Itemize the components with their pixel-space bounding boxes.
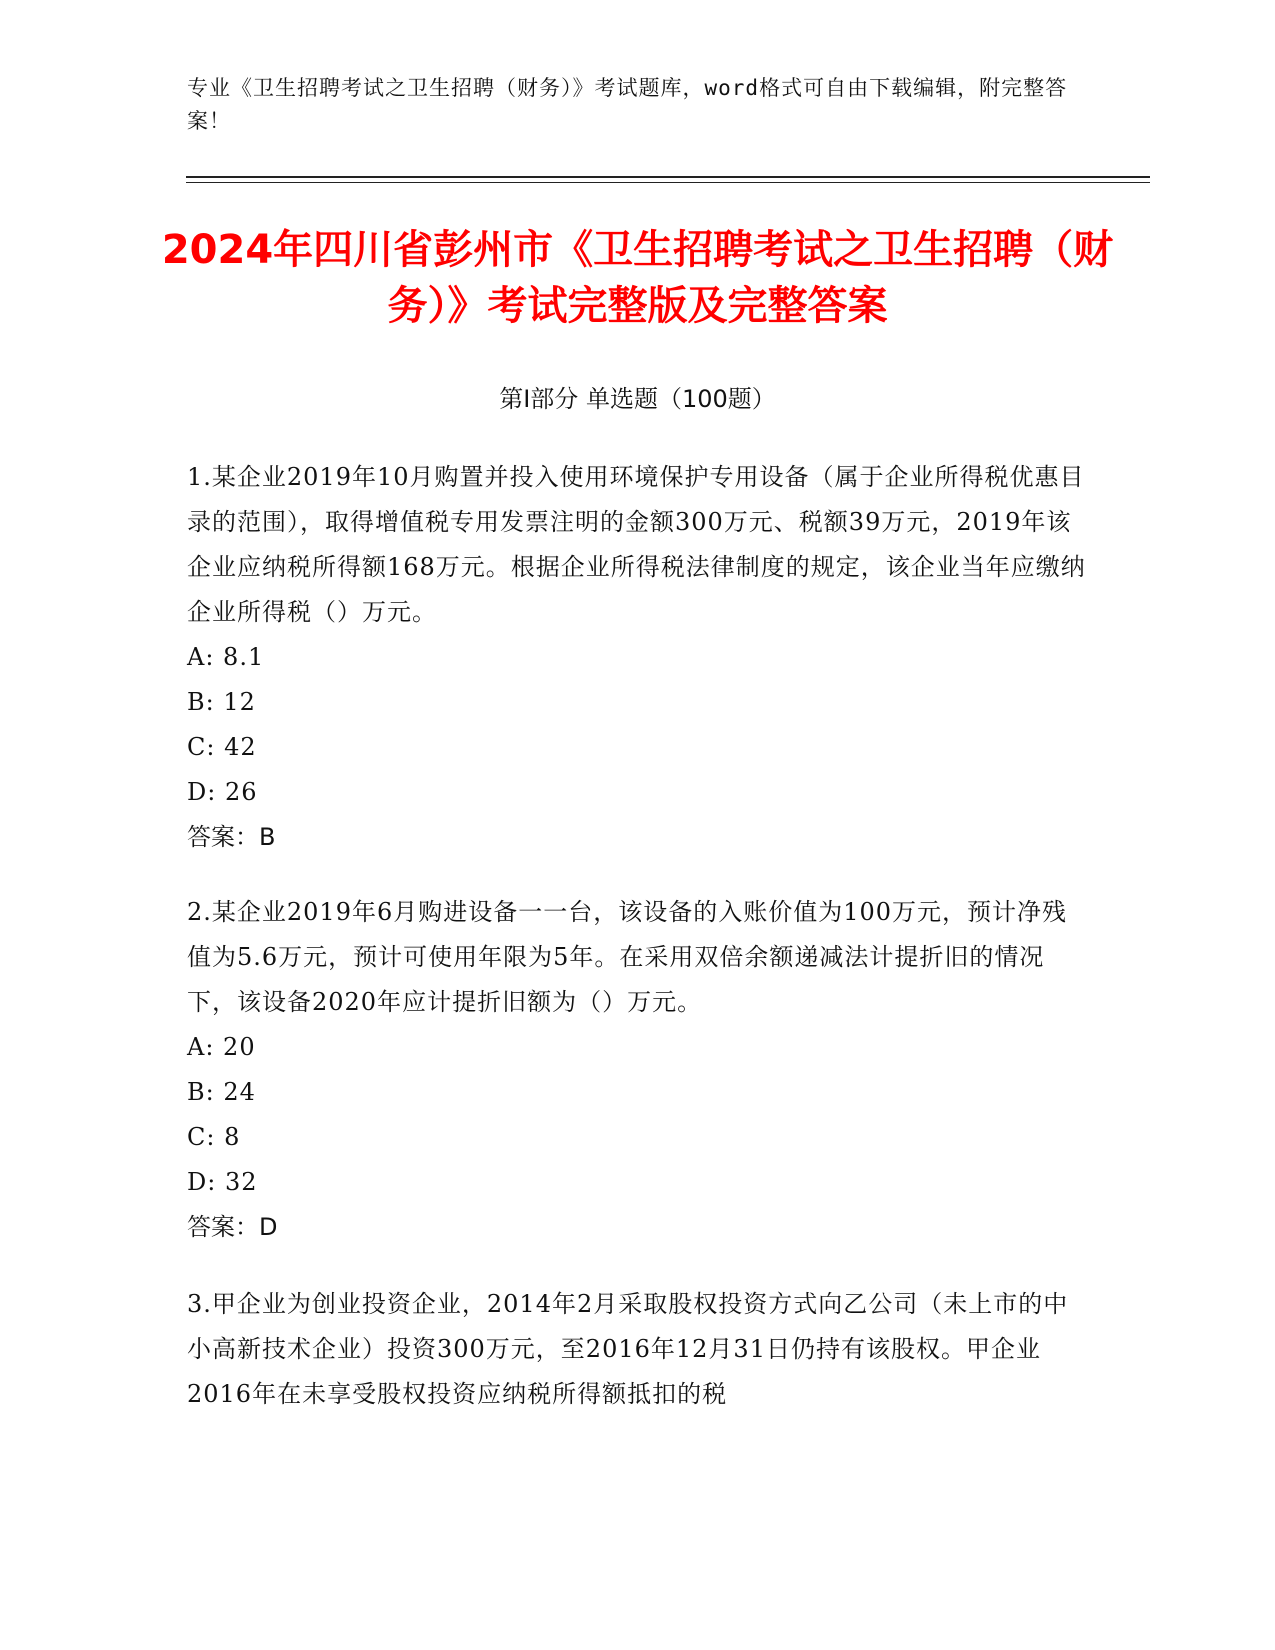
question-stem: 3.甲企业为创业投资企业，2014年2月采取股权投资方式向乙公司（未上市的中小高新技术企业）投资300万元，至2016年12月31日仍持有该股权。甲企业2016年在未享受股权投资应纳税所得额抵扣的税 <box>187 1290 1069 1408</box>
option-d: D: 26 <box>187 778 258 806</box>
header-rule-thin <box>186 182 1150 183</box>
question-stem: 2.某企业2019年6月购进设备一一台，该设备的入账价值为100万元，预计净残值为5.6万元，预计可使用年限为5年。在采用双倍余额递减法计提折旧的情况下，该设备2020年应计提折旧额为（）万元。 <box>187 898 1068 1016</box>
document-title: 2024年四川省彭州市《卫生招聘考试之卫生招聘（财务）》考试完整版及完整答案 <box>161 227 1114 329</box>
question-2 <box>187 890 1087 1250</box>
option-b: B: 24 <box>187 1078 256 1106</box>
option-b: B: 12 <box>187 688 256 716</box>
question-1 <box>187 455 1087 860</box>
option-d: D: 32 <box>187 1168 258 1196</box>
section-title: 第I部分 单选题（100题） <box>499 385 776 413</box>
answer: 答案：B <box>187 823 276 851</box>
answer: 答案：D <box>187 1213 278 1241</box>
header-note: 专业《卫生招聘考试之卫生招聘（财务）》考试题库，word格式可自由下载编辑，附完整答案！ <box>187 76 1068 133</box>
question-stem: 1.某企业2019年10月购置并投入使用环境保护专用设备（属于企业所得税优惠目录的范围），取得增值税专用发票注明的金额300万元、税额39万元，2019年该企业应纳税所得额168万元。根据企业所得税法律制度的规定，该企业当年应缴纳企业所得税（）万元。 <box>187 463 1086 626</box>
option-c: C: 8 <box>187 1123 241 1151</box>
option-a: A: 8.1 <box>187 643 265 671</box>
header-rule <box>186 176 1150 178</box>
option-c: C: 42 <box>187 733 257 761</box>
question-3 <box>187 1282 1087 1417</box>
option-a: A: 20 <box>187 1033 256 1061</box>
